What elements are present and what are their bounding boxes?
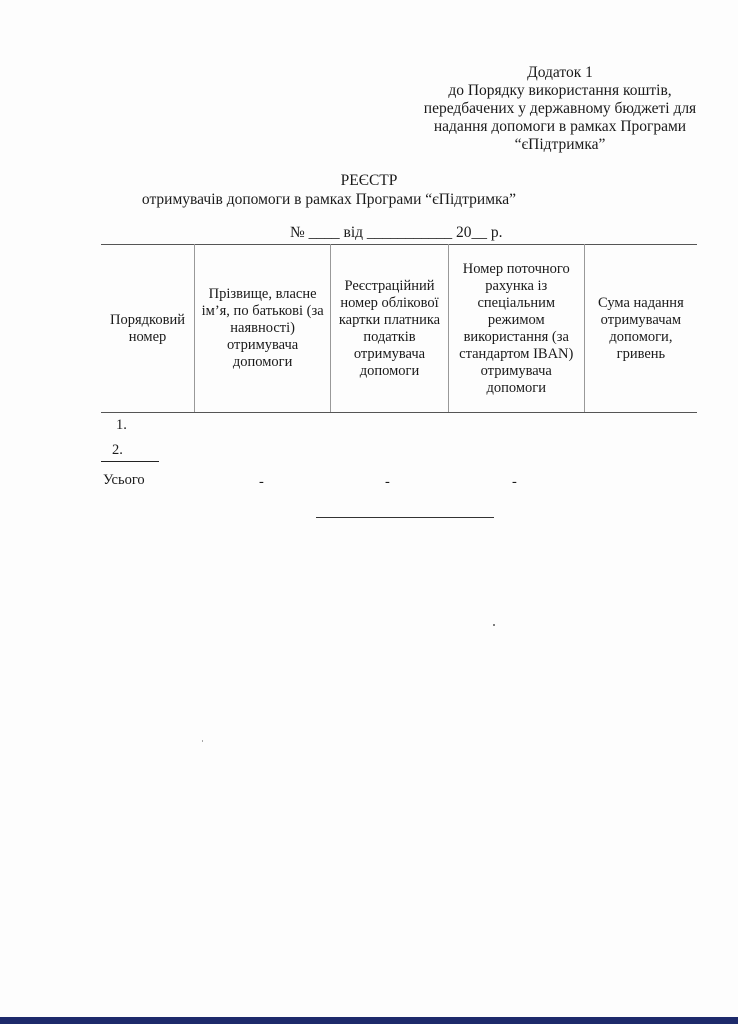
- appendix-line: “єПідтримка”: [514, 136, 606, 153]
- scan-speck: [202, 740, 203, 742]
- row-divider: [101, 461, 159, 462]
- register-heading: РЕЄСТР: [340, 172, 398, 189]
- total-value: -: [259, 474, 264, 490]
- total-value: -: [385, 474, 390, 490]
- appendix-line: передбачених у державному бюджеті для: [423, 100, 697, 117]
- scan-speck: [493, 624, 495, 626]
- closing-line: [316, 517, 494, 518]
- register-number-line: № ____ від ___________ 20__ р.: [290, 224, 503, 241]
- header-full-name: Прізвище, власне ім’я, по батькові (за наявності) отримувача допомоги: [195, 245, 331, 413]
- table-row-number: 1.: [116, 417, 127, 433]
- header-amount: Сума надання отримувачам допомоги, гривень: [584, 245, 697, 413]
- total-label: Усього: [103, 472, 145, 488]
- header-iban-account: Номер поточного рахунка із спеціальним режимом використання (за стандартом IBAN) отримувача допомоги: [448, 245, 584, 413]
- appendix-block: [360, 64, 738, 154]
- register-subheading: отримувачів допомоги в рамках Програми “єПідтримка”: [141, 191, 517, 208]
- appendix-line: надання допомоги в рамках Програми: [433, 118, 687, 135]
- table-header-row: [101, 245, 697, 413]
- table-row-number: 2.: [112, 442, 123, 458]
- appendix-line: Додаток 1: [527, 64, 593, 81]
- scan-bottom-edge: [0, 1017, 738, 1024]
- register-table: [101, 244, 697, 413]
- header-tax-number: Реєстраційний номер облікової картки платника податків отримувача допомоги: [331, 245, 449, 413]
- total-value: -: [512, 474, 517, 490]
- appendix-line: до Порядку використання коштів,: [448, 82, 672, 99]
- header-ordinal-number: Порядковий номер: [101, 245, 195, 413]
